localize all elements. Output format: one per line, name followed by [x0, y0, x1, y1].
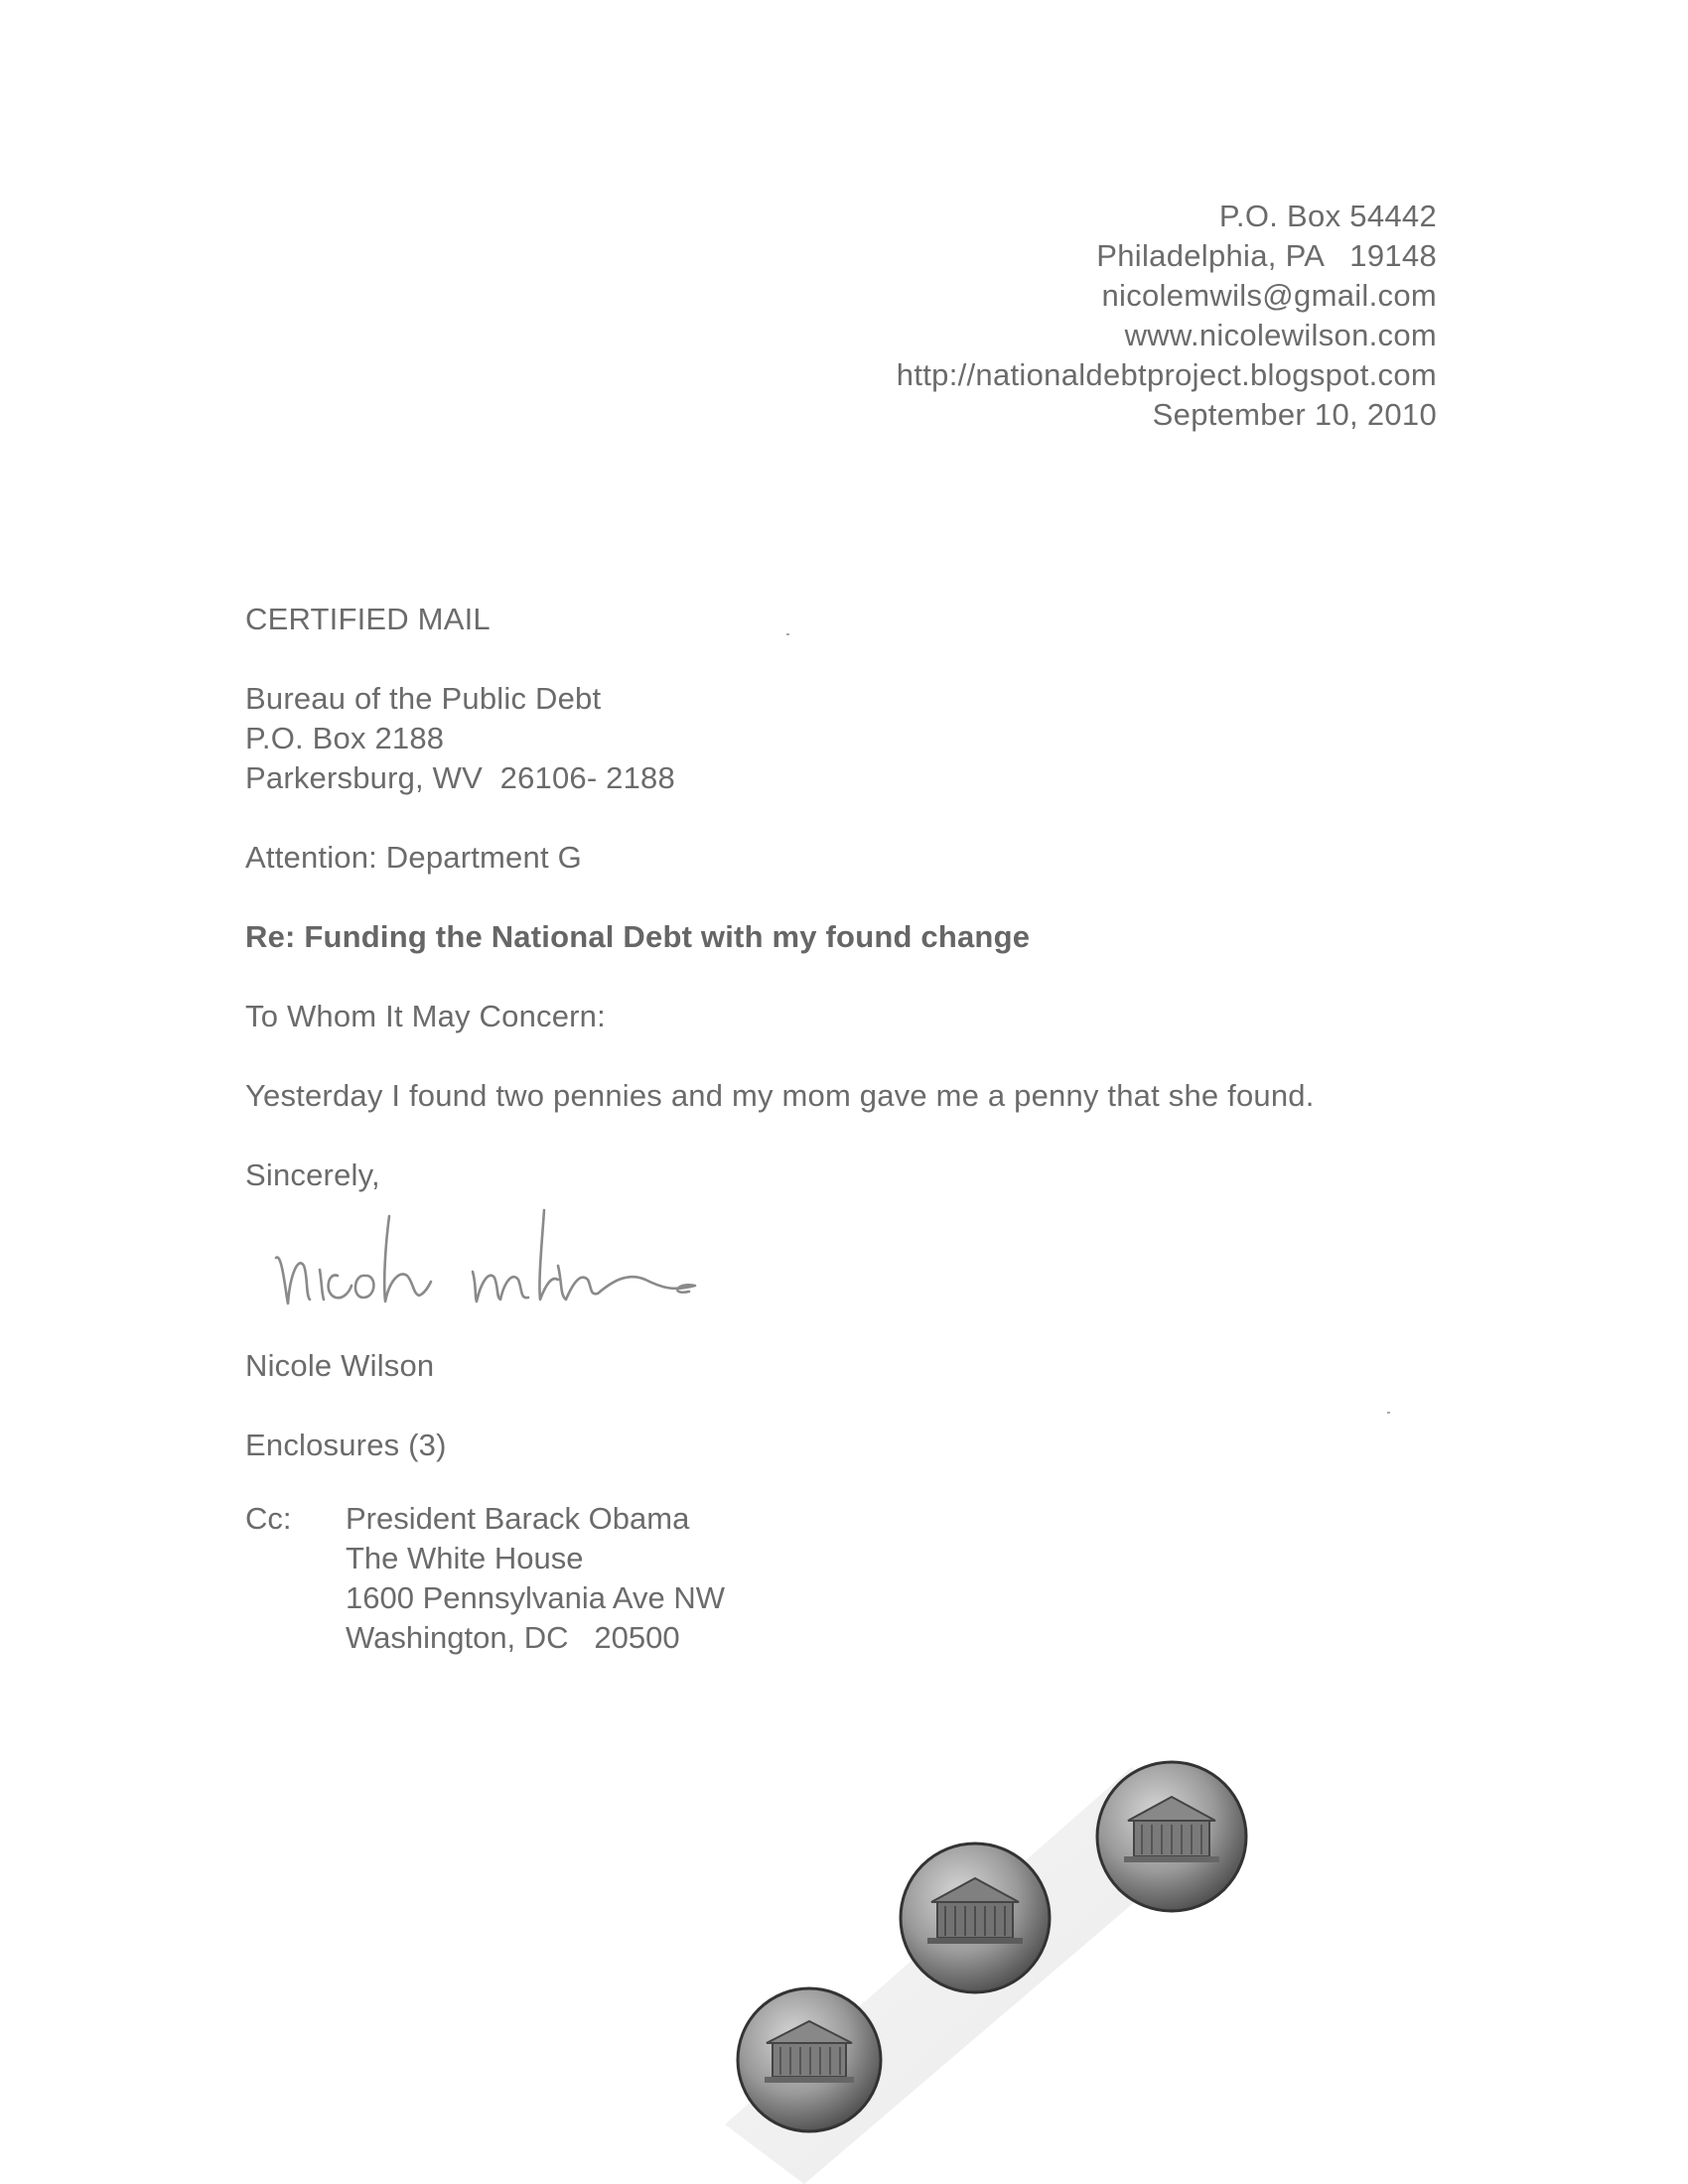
- cc-line: Washington, DC 20500: [346, 1620, 680, 1655]
- recipient-city-state-zip: Parkersburg, WV 26106- 2188: [245, 760, 675, 795]
- enclosures-note: Enclosures (3): [245, 1428, 447, 1462]
- penny-coin: [901, 1843, 1050, 1992]
- cc-address-block: [346, 1499, 725, 1658]
- salutation: To Whom It May Concern:: [245, 999, 606, 1033]
- cc-line: The White House: [346, 1541, 584, 1575]
- sender-address-block: [897, 197, 1437, 435]
- scan-speck: [1387, 1412, 1390, 1414]
- cc-label: Cc:: [245, 1501, 292, 1536]
- signer-name: Nicole Wilson: [245, 1348, 435, 1383]
- taped-pennies-image: [715, 1727, 1271, 2184]
- attention-line: Attention: Department G: [245, 840, 582, 875]
- scan-speck: [786, 633, 789, 635]
- letter-date: September 10, 2010: [1152, 397, 1437, 432]
- sender-blog-url: http://nationaldebtproject.blogspot.com: [896, 357, 1437, 392]
- sender-po-box: P.O. Box 54442: [1218, 199, 1437, 233]
- delivery-method: CERTIFIED MAIL: [245, 602, 491, 636]
- letter-body: Yesterday I found two pennies and my mom gave me a penny that she found.: [245, 1078, 1315, 1113]
- subject-line: Re: Funding the National Debt with my found change: [245, 919, 1031, 954]
- sender-city-state-zip: Philadelphia, PA 19148: [1096, 238, 1437, 273]
- closing: Sincerely,: [245, 1158, 380, 1192]
- cc-line: President Barack Obama: [346, 1501, 690, 1536]
- sender-website: www.nicolewilson.com: [1124, 318, 1437, 352]
- handwritten-signature: [268, 1196, 715, 1325]
- sender-email: nicolemwils@gmail.com: [1101, 278, 1437, 313]
- recipient-name: Bureau of the Public Debt: [245, 681, 602, 716]
- penny-coin: [1097, 1762, 1246, 1911]
- cc-line: 1600 Pennsylvania Ave NW: [346, 1580, 725, 1615]
- penny-coin: [738, 1988, 881, 2131]
- recipient-po-box: P.O. Box 2188: [245, 721, 445, 755]
